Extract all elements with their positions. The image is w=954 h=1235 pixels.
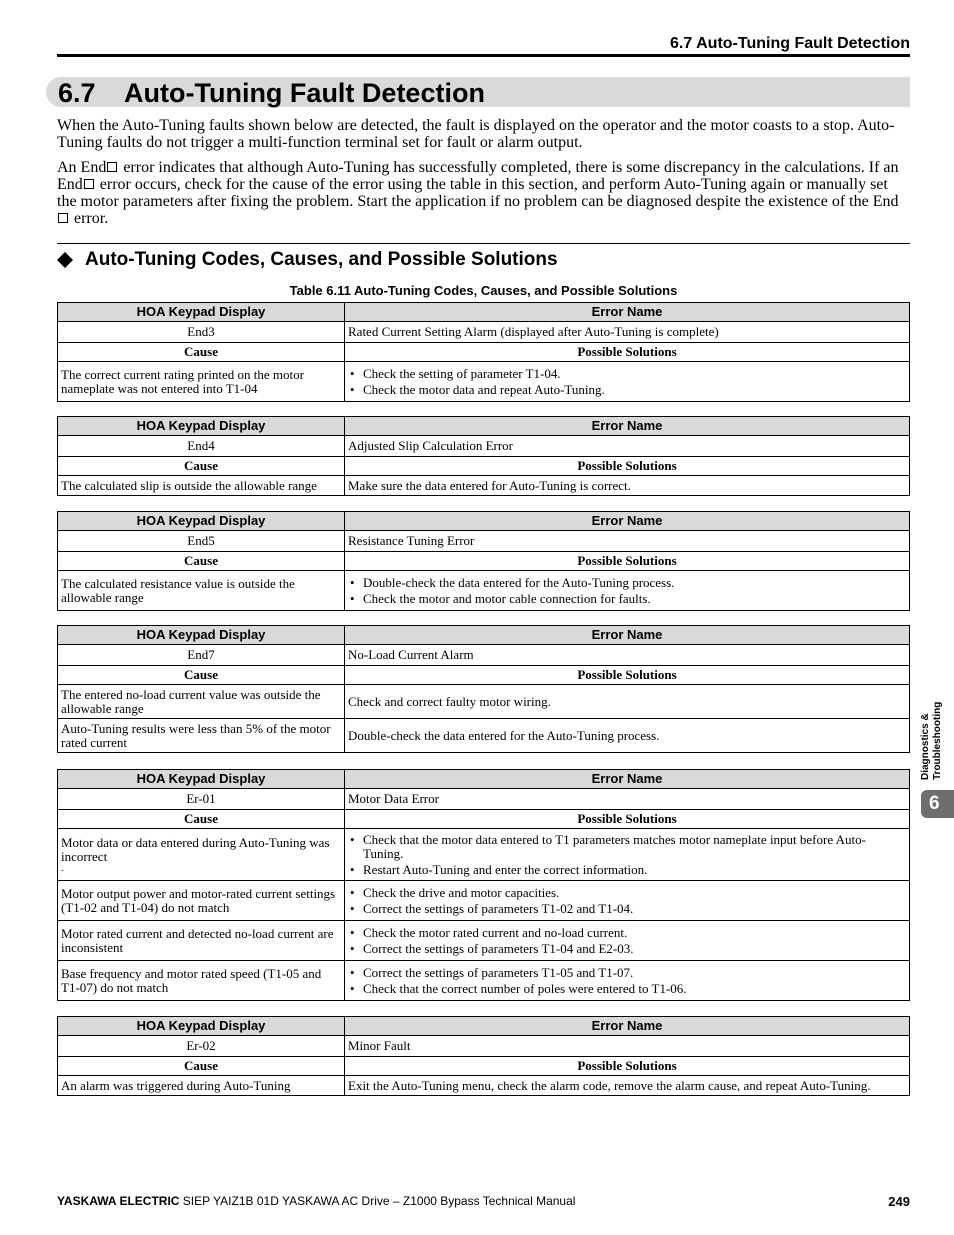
- error-name-header: Error Name: [345, 512, 910, 531]
- fault-code: Er-02: [58, 1036, 345, 1057]
- solution-item: • Check that the correct number of poles were entered to T1-06.: [348, 982, 906, 996]
- table-row: [58, 881, 910, 921]
- fault-code: End7: [58, 645, 345, 666]
- page-number: 249: [888, 1194, 910, 1209]
- cause-header: Cause: [58, 552, 345, 571]
- table-row: [58, 719, 910, 753]
- intro-paragraph-1: When the Auto-Tuning faults shown below are detected, the fault is displayed on the operator and the motor coasts to a stop. Auto-Tuning faults do not trigger a multi-function terminal set for fault or alarm output.: [57, 117, 895, 151]
- table-caption: Table 6.11 Auto-Tuning Codes, Causes, and Possible Solutions: [289, 283, 678, 298]
- solutions-cell: Exit the Auto-Tuning menu, check the alarm code, remove the alarm cause, and repeat Auto-Tuning.: [345, 1076, 910, 1096]
- hoa-header: HOA Keypad Display: [58, 770, 345, 789]
- table-row: [58, 829, 910, 881]
- solution-item: • Check the motor data and repeat Auto-Tuning.: [348, 383, 906, 397]
- error-name-header: Error Name: [345, 303, 910, 322]
- table-row: [58, 571, 910, 611]
- cause-cell: The correct current rating printed on the motor nameplate was not entered into T1-04: [58, 362, 345, 402]
- cause-cell: Base frequency and motor rated speed (T1-05 and T1-07) do not match: [58, 961, 345, 1001]
- table-row: [58, 476, 910, 496]
- solution-item: • Correct the settings of parameters T1-05 and T1-07.: [348, 966, 906, 980]
- cause-cell: Auto-Tuning results were less than 5% of the motor rated current: [58, 719, 345, 753]
- fault-name: Rated Current Setting Alarm (displayed after Auto-Tuning is complete): [345, 322, 910, 343]
- cause-extra: .: [61, 862, 64, 874]
- fault-table-er-02: [57, 1016, 910, 1096]
- cause-cell: Motor output power and motor-rated current settings (T1-02 and T1-04) do not match: [58, 881, 345, 921]
- cause-cell: The calculated slip is outside the allowable range: [58, 476, 345, 496]
- table-row: [58, 961, 910, 1001]
- solution-item: • Correct the settings of parameters T1-02 and T1-04.: [348, 902, 906, 916]
- section-title: Auto-Tuning Codes, Causes, and Possible Solutions: [85, 249, 558, 270]
- square-placeholder-icon: [84, 179, 94, 189]
- table-row: [58, 685, 910, 719]
- header-rule: [57, 54, 910, 57]
- intro-paragraph-2: An End error indicates that although Auto-Tuning has successfully completed, there is some discrepancy in the calculations. If an End error occurs, check for the cause of the error using the table in this section, and perform Auto-Tuning again or manually set the motor parameters after fixing the problem. Start the application if no problem can be diagnosed despite the existence of the End error.: [57, 159, 899, 227]
- error-name-header: Error Name: [345, 1017, 910, 1036]
- solutions-header: Possible Solutions: [345, 552, 910, 571]
- fault-code: End3: [58, 322, 345, 343]
- hoa-header: HOA Keypad Display: [58, 626, 345, 645]
- section-heading: Auto-Tuning Fault Detection: [124, 78, 485, 108]
- solution-item: • Double-check the data entered for the Auto-Tuning process.: [348, 576, 906, 590]
- solution-item: • Check that the motor data entered to T1 parameters matches motor nameplate input before Auto-Tuning.: [348, 833, 906, 861]
- cause-header: Cause: [58, 1057, 345, 1076]
- error-name-header: Error Name: [345, 770, 910, 789]
- footer-brand: YASKAWA ELECTRIC: [57, 1194, 180, 1208]
- fault-table-end7: [57, 625, 910, 753]
- fault-table-end5: [57, 511, 910, 611]
- fault-name: Motor Data Error: [345, 789, 910, 810]
- cause-cell: The calculated resistance value is outside the allowable range: [58, 571, 345, 611]
- running-header: 6.7 Auto-Tuning Fault Detection: [670, 35, 910, 52]
- solution-item: • Restart Auto-Tuning and enter the correct information.: [348, 863, 906, 877]
- fault-name: Adjusted Slip Calculation Error: [345, 436, 910, 457]
- square-placeholder-icon: [58, 213, 68, 223]
- cause-header: Cause: [58, 343, 345, 362]
- table-row: [58, 1076, 910, 1096]
- solution-item: • Check the drive and motor capacities.: [348, 886, 906, 900]
- table-row: [58, 921, 910, 961]
- diamond-bullet-icon: [57, 252, 73, 268]
- page-title: [58, 77, 485, 107]
- fault-table-end4: [57, 416, 910, 496]
- solutions-cell: [345, 829, 910, 881]
- fault-table-end3: [57, 302, 910, 402]
- solutions-cell: Double-check the data entered for the Auto-Tuning process.: [345, 719, 910, 753]
- square-placeholder-icon: [107, 162, 117, 172]
- cause-header: Cause: [58, 666, 345, 685]
- fault-code: End4: [58, 436, 345, 457]
- chapter-tab-number: 6: [921, 790, 954, 818]
- solutions-cell: [345, 961, 910, 1001]
- footer-doc: SIEP YAIZ1B 01D YASKAWA AC Drive – Z1000 Bypass Technical Manual: [179, 1194, 576, 1208]
- solutions-header: Possible Solutions: [345, 457, 910, 476]
- footer-manual-title: [57, 1194, 575, 1208]
- hoa-header: HOA Keypad Display: [58, 303, 345, 322]
- solutions-cell: Check and correct faulty motor wiring.: [345, 685, 910, 719]
- chapter-tab-label: Diagnostics & Troubleshooting: [920, 701, 943, 780]
- solutions-cell: [345, 881, 910, 921]
- solutions-cell: [345, 921, 910, 961]
- error-name-header: Error Name: [345, 417, 910, 436]
- solutions-cell: [345, 362, 910, 402]
- cause-cell: An alarm was triggered during Auto-Tuning: [58, 1076, 345, 1096]
- solutions-cell: Make sure the data entered for Auto-Tuning is correct.: [345, 476, 910, 496]
- cause-header: Cause: [58, 810, 345, 829]
- section-rule: [57, 243, 910, 244]
- solutions-header: Possible Solutions: [345, 666, 910, 685]
- hoa-header: HOA Keypad Display: [58, 512, 345, 531]
- solution-item: • Correct the settings of parameters T1-04 and E2-03.: [348, 942, 906, 956]
- solutions-cell: [345, 571, 910, 611]
- hoa-header: HOA Keypad Display: [58, 417, 345, 436]
- cause-cell: The entered no-load current value was outside the allowable range: [58, 685, 345, 719]
- cause-cell: Motor data or data entered during Auto-Tuning was incorrect .: [58, 829, 345, 881]
- cause-header: Cause: [58, 457, 345, 476]
- hoa-header: HOA Keypad Display: [58, 1017, 345, 1036]
- fault-name: Minor Fault: [345, 1036, 910, 1057]
- solution-item: • Check the motor rated current and no-load current.: [348, 926, 906, 940]
- solution-item: • Check the setting of parameter T1-04.: [348, 367, 906, 381]
- solution-item: • Check the motor and motor cable connection for faults.: [348, 592, 906, 606]
- error-name-header: Error Name: [345, 626, 910, 645]
- table-row: [58, 362, 910, 402]
- solutions-header: Possible Solutions: [345, 343, 910, 362]
- solutions-header: Possible Solutions: [345, 1057, 910, 1076]
- fault-table-er-01: [57, 769, 910, 1001]
- section-number: 6.7: [58, 78, 96, 108]
- fault-code: End5: [58, 531, 345, 552]
- cause-cell: Motor rated current and detected no-load current are inconsistent: [58, 921, 345, 961]
- fault-name: Resistance Tuning Error: [345, 531, 910, 552]
- fault-name: No-Load Current Alarm: [345, 645, 910, 666]
- fault-code: Er-01: [58, 789, 345, 810]
- solutions-header: Possible Solutions: [345, 810, 910, 829]
